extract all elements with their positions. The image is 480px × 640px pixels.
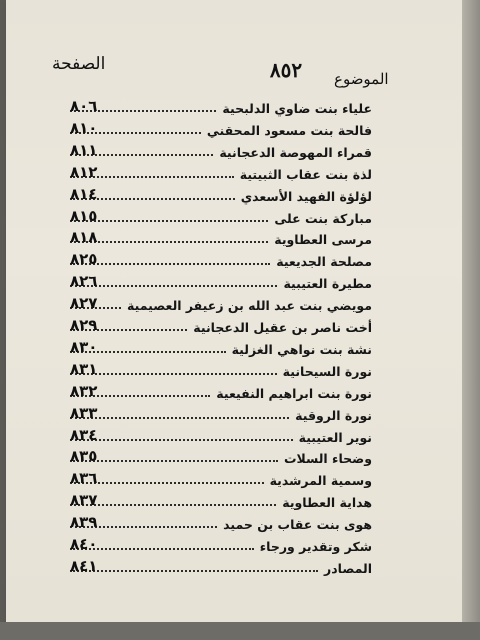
toc-entry — [64, 140, 372, 160]
toc-entry-title: مباركة بنت على — [274, 210, 372, 226]
toc-entry-page: ٨٢٧ — [70, 294, 98, 313]
toc-entry — [64, 184, 372, 204]
toc-entry-page: ٨١٨ — [70, 228, 98, 247]
toc-entry-title: لذة بنت عقاب الثبيتية — [239, 166, 372, 182]
toc-entry — [64, 512, 372, 532]
toc-entry — [64, 271, 372, 291]
toc-entry — [64, 468, 372, 488]
toc-entry-title: شكر وتقدير ورجاء — [259, 539, 372, 554]
toc-entry-title: نورة بنت ابراهيم النفيعية — [216, 385, 372, 401]
toc-entry-page: ٨٣٣ — [70, 403, 98, 422]
toc-entry — [64, 425, 372, 445]
table-of-contents — [6, 0, 462, 622]
toc-entry-title: نورة الروقية — [295, 407, 372, 423]
toc-entry-page: ٨٣٢ — [70, 381, 98, 400]
toc-entry — [64, 534, 372, 554]
toc-entry-page: ٨١٥ — [70, 206, 98, 225]
toc-entry-page: ٨٣٠ — [70, 337, 98, 356]
toc-entry-page: ٨٢٩ — [70, 316, 98, 334]
toc-entry — [64, 249, 372, 269]
toc-entry — [64, 206, 372, 226]
toc-entry-title: علياء بنت ضاوي الدلبحية — [222, 101, 372, 116]
toc-entry — [64, 162, 372, 182]
dot-leader — [70, 570, 318, 572]
toc-entry-page: ٨١٠ — [70, 118, 98, 137]
toc-entry-title: مطيرة العتيبية — [283, 276, 372, 292]
toc-entry-page: ٨٤١ — [70, 556, 98, 575]
page-edge — [462, 0, 480, 640]
toc-entry-title: لؤلؤة الفهيد الأسعدي — [240, 188, 372, 204]
toc-entry-page: ٨٣٦ — [70, 469, 98, 488]
toc-entry — [64, 227, 372, 247]
toc-entry-title: نشة بنت نواهي الغزلية — [231, 341, 372, 357]
toc-entry — [64, 403, 372, 423]
toc-entry-title: وضحاء السلات — [283, 451, 372, 467]
background-surface — [0, 622, 480, 640]
toc-entry-title: مصلحة الجديعية — [276, 254, 372, 270]
toc-entry-page: ٨٣٤ — [70, 425, 98, 444]
toc-entry-page: ٨٤٠ — [70, 535, 98, 553]
toc-entry-title: هوى بنت عقاب بن حميد — [223, 517, 372, 533]
book-page — [6, 0, 462, 622]
toc-entry-title: وسمية المرشدية — [269, 473, 372, 489]
toc-entry-title: هداية العطاوية — [282, 495, 372, 511]
toc-entry-page: ٨٣١ — [70, 359, 98, 378]
toc-entry-page: ٨١٢ — [70, 162, 98, 181]
toc-entry-page: ٨٣٥ — [70, 447, 98, 466]
toc-entry — [64, 315, 372, 335]
toc-entry — [64, 337, 372, 357]
page-column-label: الصفحة — [52, 54, 106, 74]
toc-entry — [64, 359, 372, 379]
toc-entry-page: ٨٢٥ — [70, 250, 98, 269]
toc-entry-title: المصادر — [324, 560, 372, 576]
toc-entry-title: أخت ناصر بن عقيل الدعجانية — [193, 320, 372, 335]
toc-entry — [64, 490, 372, 510]
toc-entry-page: ٨٠٦ — [70, 97, 98, 115]
toc-entry — [64, 381, 372, 401]
toc-entry-page: ٨١٤ — [70, 184, 98, 203]
toc-entry-page: ٨٣٧ — [70, 491, 98, 510]
toc-entry — [64, 118, 372, 138]
toc-entry-title: مويضي بنت عبد الله بن زعيفر العصيمية — [127, 298, 372, 314]
toc-entry — [64, 96, 372, 116]
page-number: ٨٥٢ — [269, 58, 303, 82]
toc-entry — [64, 293, 372, 313]
toc-entry-page: ٨٢٦ — [70, 272, 98, 291]
toc-entry — [64, 556, 372, 576]
toc-entry-title: قمراء المهوصة الدعجانية — [219, 144, 372, 160]
toc-entry-page: ٨٣٩ — [70, 513, 98, 532]
toc-entry-title: نورة السيحانية — [282, 363, 372, 379]
toc-entry-page: ٨١١ — [70, 140, 98, 159]
toc-entry-title: مرسى العطاوية — [274, 232, 372, 248]
toc-entry-title: فالحة بنت مسعود المحقني — [206, 122, 372, 138]
topic-column-label: الموضوع — [334, 70, 389, 88]
toc-entry-title: نوير العتيبية — [298, 429, 372, 445]
toc-entry — [64, 446, 372, 466]
